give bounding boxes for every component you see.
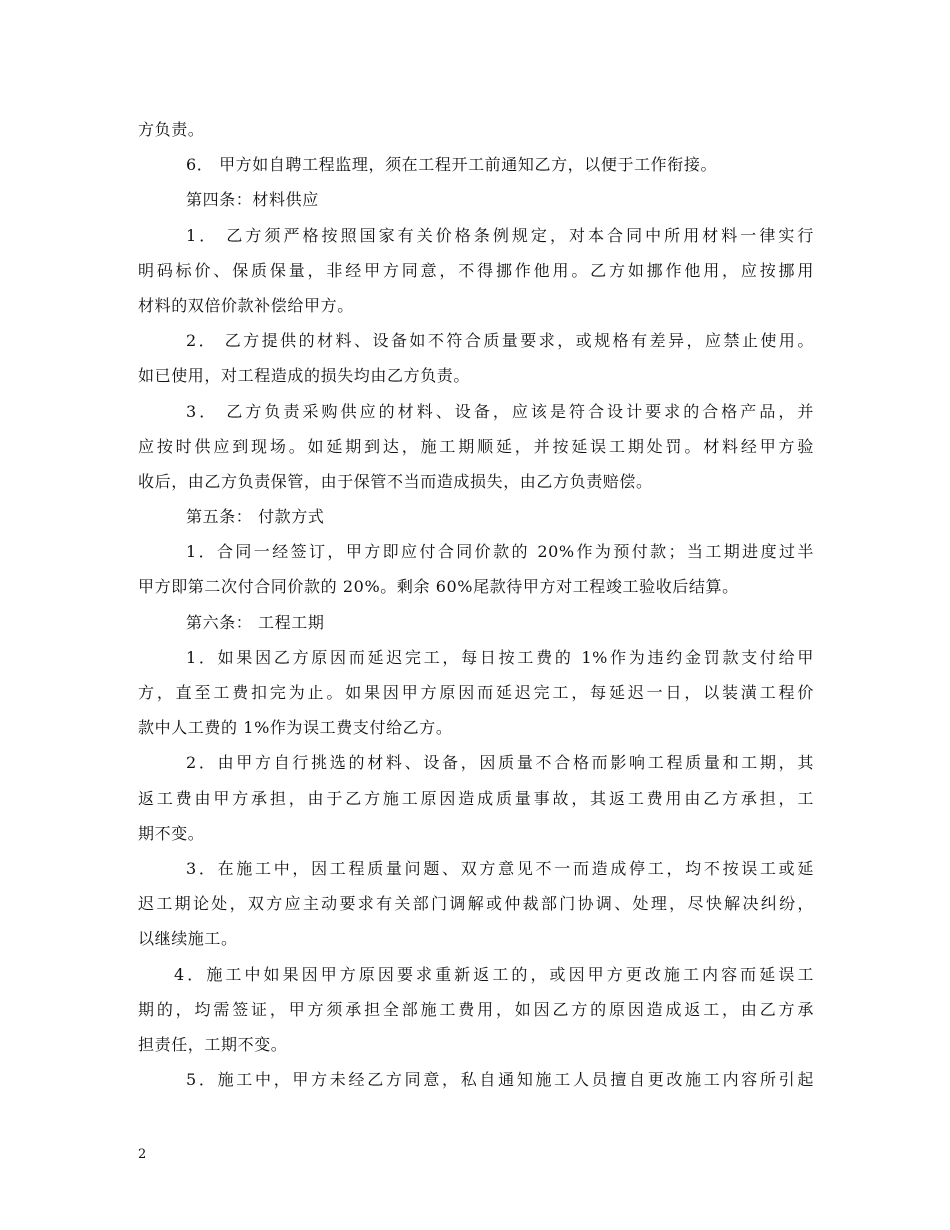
text-line: 期的，均需签证，甲方须承担全部施工费用，如因乙方的原因造成返工，由乙方承 xyxy=(138,999,814,1019)
text-line: 如已使用，对工程造成的损失均由乙方负责。 xyxy=(138,366,471,386)
clause-item: 3． 乙方负责采购供应的材料、设备，应该是符合设计要求的合格产品，并 xyxy=(186,401,814,421)
clause-item: 3．在施工中，因工程质量问题、双方意见不一而造成停工，均不按误工或延 xyxy=(186,858,814,878)
clause-item: 1．如果因乙方原因而延迟完工，每日按工费的 1%作为违约金罚款支付给甲 xyxy=(186,647,814,667)
text-line: 期不变。 xyxy=(138,823,205,843)
article-heading: 第五条： 付款方式 xyxy=(186,507,325,527)
clause-item: 2． 乙方提供的材料、设备如不符合质量要求，或规格有差异，应禁止使用。 xyxy=(186,331,814,351)
clause-item: 1． 乙方须严格按照国家有关价格条例规定，对本合同中所用材料一律实行 xyxy=(186,225,814,245)
page-number: 2 xyxy=(138,1147,147,1162)
text-line: 应按时供应到现场。如延期到达，施工期顺延，并按延误工期处罚。材料经甲方验 xyxy=(138,436,814,456)
text-line: 以继续施工。 xyxy=(138,929,238,949)
text-line: 迟工期论处，双方应主动要求有关部门调解或仲裁部门协调、处理，尽快解决纠纷， xyxy=(138,894,814,914)
clause-item: 1．合同一经签订，甲方即应付合同价款的 20%作为预付款；当工期进度过半 xyxy=(186,542,814,562)
clause-item: 4．施工中如果因甲方原因要求重新返工的，或因甲方更改施工内容而延误工 xyxy=(174,964,814,984)
clause-item: 2．由甲方自行挑选的材料、设备，因质量不合格而影响工程质量和工期，其 xyxy=(186,753,814,773)
text-line: 担责任，工期不变。 xyxy=(138,1034,288,1054)
text-line: 方负责。 xyxy=(138,120,205,139)
clause-item: 5．施工中，甲方未经乙方同意，私自通知施工人员擅自更改施工内容所引起 xyxy=(186,1070,814,1090)
text-line: 甲方即第二次付合同价款的 20%。剩余 60%尾款待甲方对工程竣工验收后结算。 xyxy=(138,577,739,597)
text-line: 收后，由乙方负责保管，由于保管不当而造成损失，由乙方负责赔偿。 xyxy=(138,471,653,491)
article-heading: 第六条： 工程工期 xyxy=(186,612,325,632)
text-line: 方，直至工费扣完为止。如果因甲方原因而延迟完工，每延迟一日，以装潢工程价 xyxy=(138,683,814,702)
text-line: 返工费由甲方承担，由于乙方施工原因造成质量事故，其返工费用由乙方承担，工 xyxy=(138,788,814,808)
text-line: 明码标价、保质保量，非经甲方同意，不得挪作他用。乙方如挪作他用，应按挪用 xyxy=(138,260,814,280)
article-heading: 第四条：材料供应 xyxy=(186,190,319,210)
clause-item: 6． 甲方如自聘工程监理，须在工程开工前通知乙方，以便于工作衔接。 xyxy=(186,155,718,175)
document-body xyxy=(138,112,814,1097)
text-line: 材料的双倍价款补偿给甲方。 xyxy=(138,295,354,315)
text-line: 款中人工费的 1%作为误工费支付给乙方。 xyxy=(138,718,453,738)
